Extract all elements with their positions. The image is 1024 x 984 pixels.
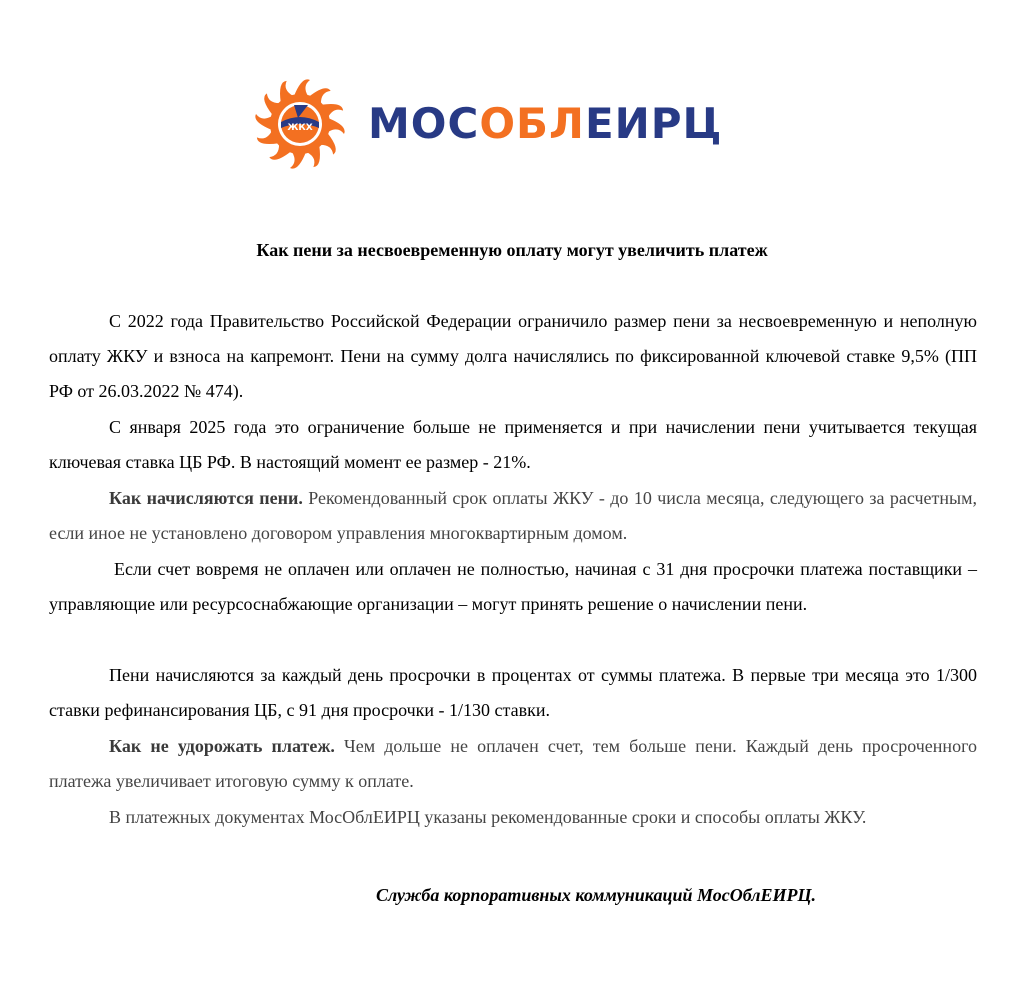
logo-wordmark-part1: МОС (368, 99, 480, 148)
paragraph-4: Если счет вовремя не оплачен или оплачен не полностью, начиная с 31 дня просрочки платежа поставщики – управляющие или ресурсоснабжающие организации – могут принять решение о начислении пени. (49, 559, 977, 614)
logo-wordmark-part3: ЕИРЦ (584, 99, 723, 148)
paragraph-6-lead: Как не удорожать платеж. (109, 736, 335, 756)
logo-wordmark (368, 96, 723, 152)
company-logo (248, 74, 723, 174)
paragraph-7: В платежных документах МосОблЕИРЦ указаны рекомендованные сроки и способы оплаты ЖКУ. (109, 807, 867, 827)
sun-emblem-icon (248, 74, 352, 174)
paragraph-2: С января 2025 года это ограничение больше не применяется и при начислении пени учитывается текущая ключевая ставка ЦБ РФ. В настоящий момент ее размер - 21%. (49, 417, 977, 472)
paragraph-6-text: Чем дольше не оплачен счет, тем больше пени. Каждый день просроченного платежа увеличивает итоговую сумму к оплате. (49, 736, 977, 791)
signature: Служба корпоративных коммуникаций МосОблЕИРЦ. (375, 885, 817, 905)
paragraph-3 (49, 481, 977, 551)
paragraph-6 (49, 729, 977, 799)
paragraph-1: С 2022 года Правительство Российской Федерации ограничило размер пени за несвоевременную и неполную оплату ЖКУ и взноса на капремонт. Пени на сумму долга начислялись по фиксированной ключевой ставке 9,5% (ПП РФ от 26.03.2022 № 474). (49, 311, 977, 401)
logo-wordmark-part2: ОБЛ (479, 99, 585, 148)
paragraph-5: Пени начисляются за каждый день просрочки в процентах от суммы платежа. В первые три месяца это 1/300 ставки рефинансирования ЦБ, с 91 дня просрочки - 1/130 ставки. (49, 665, 977, 720)
paragraph-3-text: Рекомендованный срок оплаты ЖКУ - до 10 числа месяца, следующего за расчетным, если иное не установлено договором управления многоквартирным домом. (49, 488, 978, 543)
paragraph-3-lead: Как начисляются пени. (109, 488, 303, 508)
document-title: Как пени за несвоевременную оплату могут увеличить платеж (256, 240, 768, 260)
logo-badge-text: ЖКХ (287, 123, 313, 133)
